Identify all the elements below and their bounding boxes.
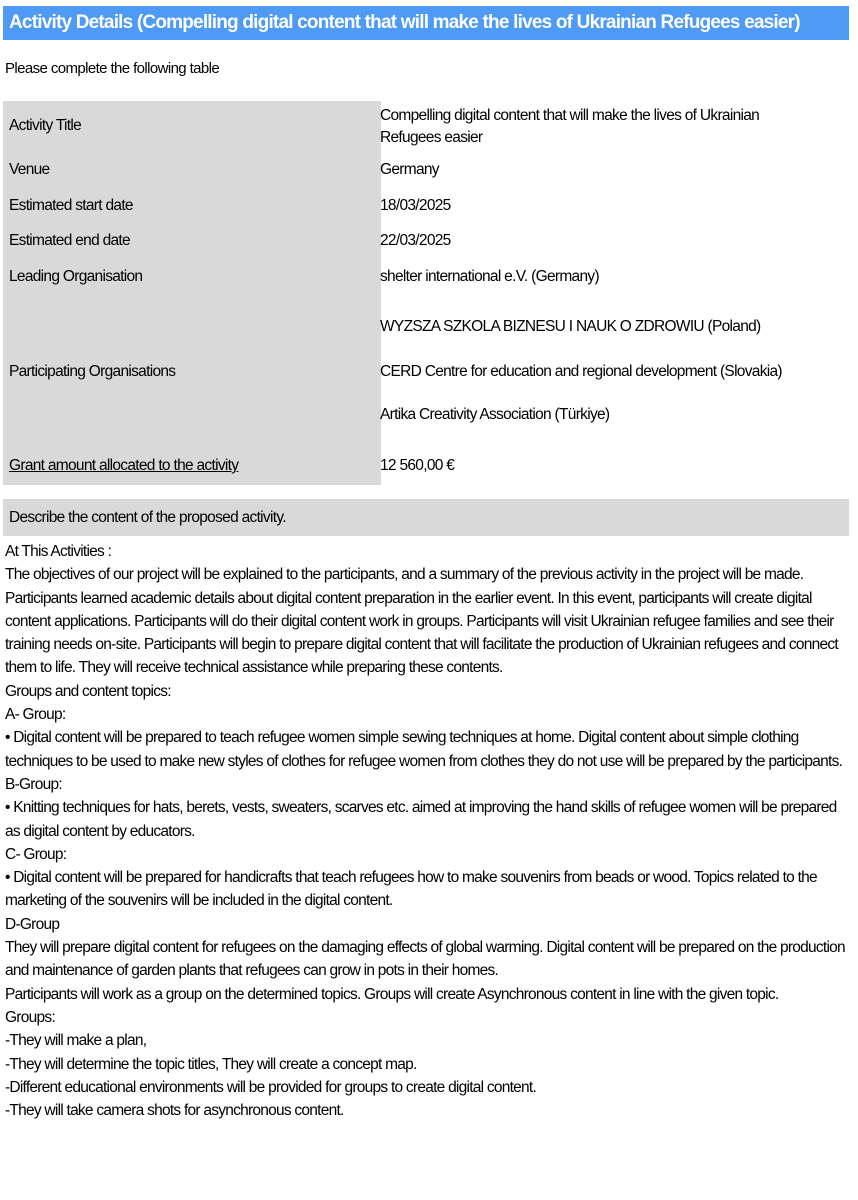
description-paragraph: At This Activities : (5, 543, 112, 560)
description-paragraph: • Digital content will be prepared to teach refugee women simple sewing techniques at home. Digital content about simple clothing techniques to be used to make new styles of clothes for refugee women from clothes they do not use will be prepared by the participants. (5, 729, 843, 770)
venue-value: Germany (380, 161, 439, 178)
leading-org-value: shelter international e.V. (Germany) (380, 268, 599, 285)
description-paragraph: Groups and content topics: (5, 682, 171, 700)
venue-label: Venue (9, 161, 50, 178)
description-body (5, 540, 847, 1122)
table-label-column (3, 101, 381, 485)
description-paragraph: Participants will work as a group on the determined topics. Groups will create Asynchronous content in line with the given topic. (5, 985, 779, 1003)
activity-title-label: Activity Title (9, 117, 82, 134)
section-title: Activity Details (Compelling digital content that will make the lives of Ukrainian Refugees easier) (3, 6, 849, 40)
description-paragraph: The objectives of our project will be explained to the participants, and a summary of the previous activity in the project will be made. Participants learned academic details about digital content preparation in the earlier event. In this event, participants will create digital content applications. Participants will do their digital content work in groups. Participants will visit Ukrainian refugee families and see their training needs on-site. Participants will begin to prepare digital content that will facilitate the production of Ukrainian refugees and connect them to life. They will receive technical assistance while preparing these contents. (5, 566, 838, 677)
description-paragraph: -They will determine the topic titles, They will create a concept map. (5, 1055, 417, 1073)
participating-org-item: WYZSZA SZKOLA BIZNESU I NAUK O ZDROWIU (Poland) (380, 318, 761, 335)
description-paragraph: D-Group (5, 915, 60, 933)
participating-org-item: CERD Centre for education and regional development (Slovakia) (380, 363, 782, 380)
grant-value: 12 560,00 € (380, 457, 455, 474)
description-heading: Describe the content of the proposed activity. (3, 499, 849, 536)
instruction-text: Please complete the following table (5, 60, 220, 77)
description-paragraph: • Digital content will be prepared for handicrafts that teach refugees how to make souvenirs from beads or wood. Topics related to the marketing of the souvenirs will be included in the digital content. (5, 869, 817, 910)
start-date-label: Estimated start date (9, 197, 133, 214)
activity-title-value: Compelling digital content that will make the lives of Ukrainian Refugees easier (380, 107, 760, 146)
description-paragraph: -They will make a plan, (5, 1032, 147, 1050)
participating-orgs-label: Participating Organisations (9, 363, 176, 380)
description-paragraph: • Knitting techniques for hats, berets, vests, sweaters, scarves etc. aimed at improving the hand skills of refugee women will be prepared as digital content by educators. (5, 799, 837, 840)
end-date-value: 22/03/2025 (380, 232, 451, 249)
description-paragraph: Groups: (5, 1008, 55, 1026)
end-date-label: Estimated end date (9, 232, 130, 249)
description-paragraph: C- Group: (5, 845, 67, 863)
grant-label: Grant amount allocated to the activity (9, 457, 239, 474)
participating-org-item: Artika Creativity Association (Türkiye) (380, 406, 610, 423)
description-paragraph: A- Group: (5, 706, 66, 724)
description-paragraph: They will prepare digital content for refugees on the damaging effects of global warming. Digital content will be prepared on the production and maintenance of garden plants that refugees can grow in pots in their homes. (5, 939, 845, 980)
description-paragraph: -They will take camera shots for asynchronous content. (5, 1102, 344, 1120)
description-paragraph: B-Group: (5, 775, 62, 793)
start-date-value: 18/03/2025 (380, 197, 451, 214)
leading-org-label: Leading Organisation (9, 268, 143, 285)
description-paragraph: -Different educational environments will be provided for groups to create digital content. (5, 1078, 537, 1096)
